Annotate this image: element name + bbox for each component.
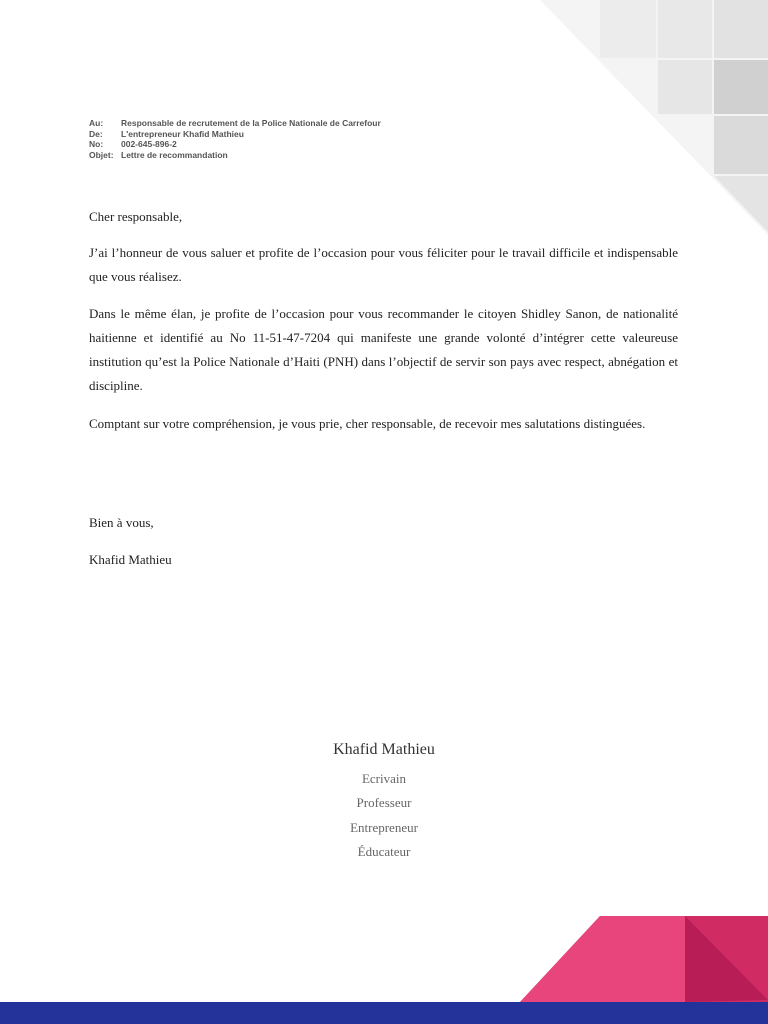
header-value: L'entrepreneur Khafid Mathieu: [121, 128, 244, 139]
header-value: 002-645-896-2: [121, 139, 177, 149]
letter-paragraph: J’ai l’honneur de vous saluer et profite de l’occasion pour vous féliciter pour le travail difficile et indispensable que vous réalisez.: [89, 245, 678, 284]
bottom-decoration: [0, 900, 768, 1024]
header-row-from: [89, 129, 381, 140]
letter-signer: Khafid Mathieu: [89, 552, 172, 567]
header-row-number: [89, 139, 381, 150]
header-key: Au:: [89, 118, 104, 128]
signature-role: Entrepreneur: [350, 820, 418, 835]
letter-paragraph: Dans le même élan, je profite de l’occasion pour vous recommander le citoyen Shidley Sanon, de nationalité haitienne et identifié au No 11-51-47-7204 qui manifeste une grande volonté d’intégrer cette valeureuse institution qu’est la Police Nationale d’Haiti (PNH) dans l’objectif de servir son pays avec respect, abnégation et discipline.: [89, 306, 678, 393]
signature-name: Khafid Mathieu: [333, 741, 435, 758]
header-key: De:: [89, 128, 103, 139]
header-value: Responsable de recrutement de la Police Nationale de Carrefour: [121, 118, 381, 128]
header-value: Lettre de recommandation: [121, 149, 228, 160]
letter-header: [89, 118, 381, 160]
header-key: Objet:: [89, 149, 114, 160]
letter-paragraph: Comptant sur votre compréhension, je vous prie, cher responsable, de recevoir mes salutations distinguées.: [89, 416, 646, 431]
header-row-to: [89, 118, 381, 129]
letter-closing: Bien à vous,: [89, 515, 154, 530]
header-key: No:: [89, 139, 104, 149]
letter-greeting: Cher responsable,: [89, 209, 183, 224]
header-row-subject: [89, 150, 381, 161]
signature-role: Éducateur: [357, 844, 411, 859]
signature-role: Professeur: [356, 795, 412, 810]
signature-role: Ecrivain: [361, 771, 407, 786]
